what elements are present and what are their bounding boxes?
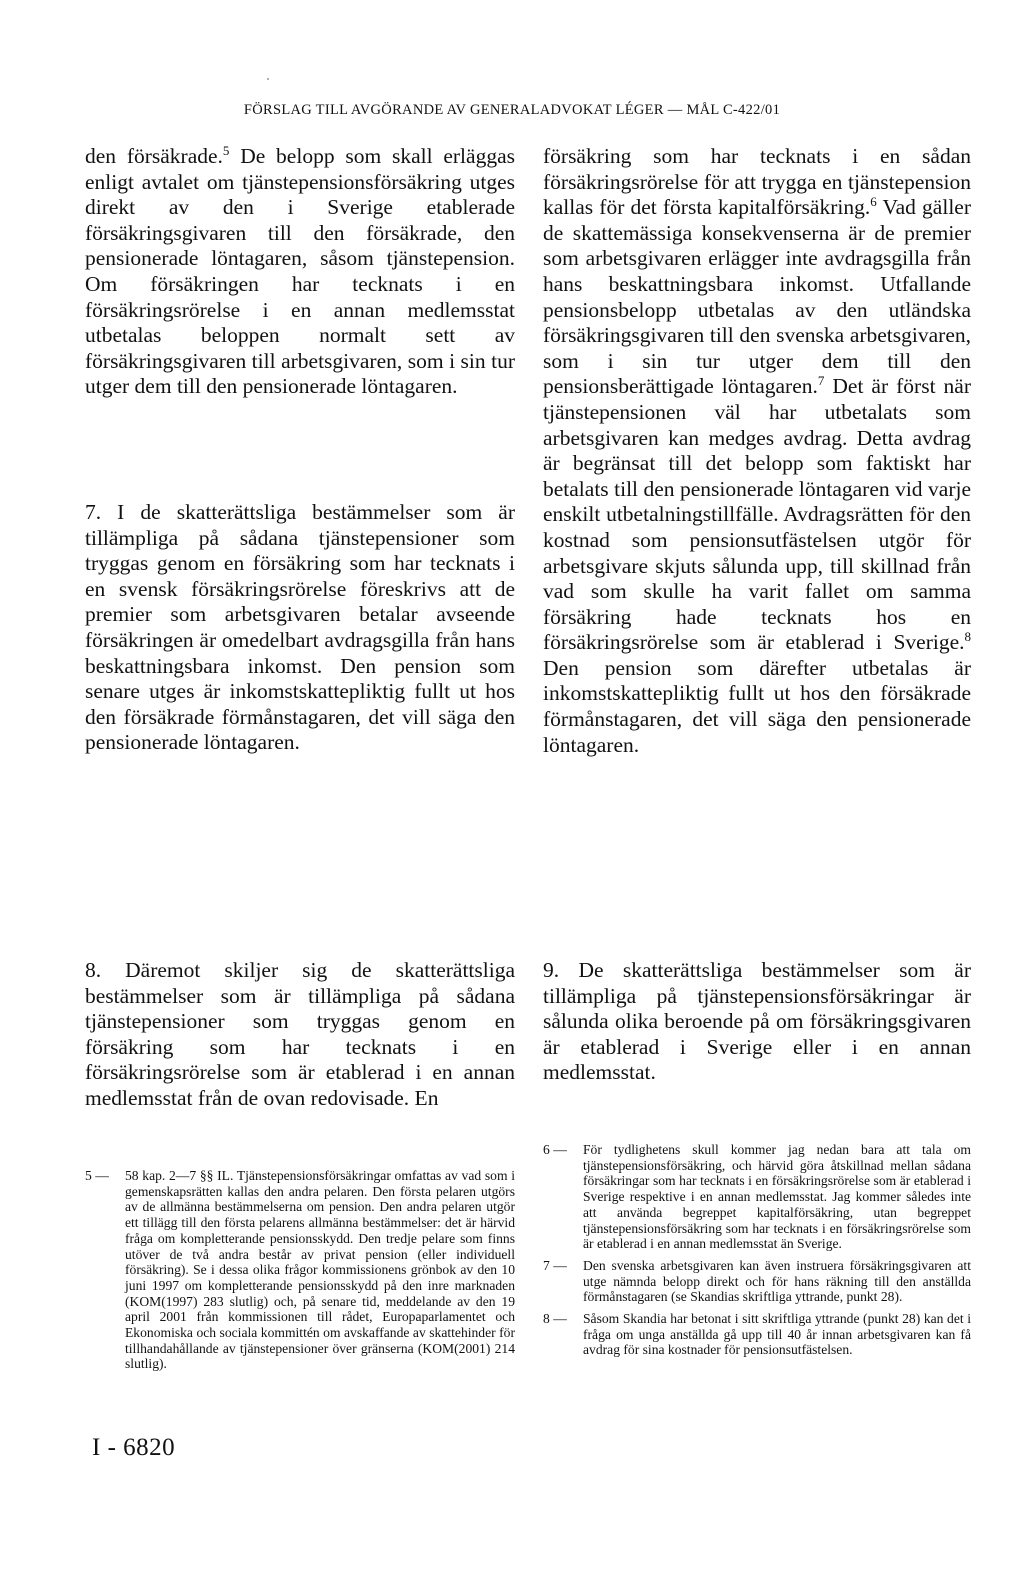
footnote-text: För tydlighetens skull kommer jag nedan bara att tala om tjänstepensionsförsäkring, och härvid göra åtskillnad mellan sådana försäkringar som har tecknats i en försäkringsrörelse som är etablerad i Sverige respektive i en annan medlemsstat. Jag kommer således inte att använda begreppet kapitalförsäkring, utan begreppet tjänstepensionsförsäkring som har tecknats i en försäkringsrörelse som är etablerad i en annan medlemsstat än Sverige.	[583, 1142, 971, 1252]
paragraph-6-continuation: den försäkrade.$^5$ De belopp som skall erläggas enligt avtalet om tjänstepensionsförsäkring utges direkt av den i Sverige etablerade försäkringsgivaren till den försäkrade, den pensionerade löntagaren, såsom tjänstepension. Om försäkringen har tecknats i en försäkringsrörelse i en annan medlemsstat utbetalas beloppen normalt sett av försäkringsgivaren till arbetsgivaren, som i sin tur utger dem till den pensionerade löntagaren.	[85, 142, 515, 399]
footnote-ref-7[interactable]: 7	[817, 373, 825, 389]
left-column-top	[85, 144, 515, 756]
footnote-ref-6[interactable]: 6	[870, 194, 877, 210]
footnotes-right	[543, 1142, 971, 1364]
footnote-number: 6 —	[543, 1142, 567, 1157]
footnote-number: 7 —	[543, 1257, 567, 1273]
paragraph-6-right-continuation: försäkring som har tecknats i en sådan försäkringsrörelse för att trygga en tjänstepension kallas för det första kapitalförsäkring.$^6$ Vad gäller de skattemässiga konsekvenserna är de premier som arbetsgivaren erlägger inte avdragsgilla från hans beskattningsbara inkomst. Utfallande pensionsbelopp utbetalas av den utländska försäkringsgivaren till den svenska arbetsgivaren, som i sin tur utger dem till den pensionsberättigade löntagaren.$^7$ Det är först när tjänstepensionen väl har utbetalats som arbetsgivaren kan medges avdrag. Detta avdrag är begränsat till det belopp som faktiskt har betalats till den pensionerade löntagaren vid varje enskilt utbetalningstillfälle. Avdragsrätten för den kostnad som pensionsutfästelsen utgör för arbetsgivare skjuts sålunda upp, till skillnad från vad som skulle ha varit fallet om samma försäkring hade tecknats hos en försäkringsrörelse som är etablerad i Sverige.$^8$ Den pension som därefter utbetalas är inkomstskattepliktig fullt ut hos den försäkrade förmånstagaren, det vill säga den pensionerade löntagaren.	[543, 144, 971, 757]
scan-speck	[267, 78, 269, 80]
footnote-ref-8[interactable]: 8	[964, 629, 971, 645]
right-column-top	[543, 144, 971, 758]
footnote-text: 58 kap. 2—7 §§ IL. Tjänstepensionsförsäkringar omfattas av vad som i gemenskapsrätten kallas den andra pelaren. Den första pelaren utgörs av de allmänna bestämmelserna om pension. Den andra pelaren utgör ett tillägg till den första pelarens allmänna bestämmelser: det är härvid fråga om kompletterande pensionsskydd. Den tredje pelare som finns utöver de två andra består av privat pension (eller individuell försäkring). Se i dessa olika frågor kommissionens grönbok av den 10 juni 1997 om kompletterande pensionsskydd på den inre marknaden (KOM(1997) 283 slutlig) och, på senare tid, meddelande av den 19 april 2001 från kommissionen till rådet, Europaparlamentet och Ekonomiska och sociala kommittén om avskaffande av skattehinder för tillhandahållande av tjänstepensioner över gränserna (KOM(2001) 214 slutlig).	[125, 1168, 515, 1372]
footnote-text: Den svenska arbetsgivaren kan även instruera försäkringsgivaren att utge nämnda belopp direkt och för hans räkning till den anställda förmånstagaren (se Skandias skriftliga yttrande, punkt 28).	[583, 1257, 971, 1305]
footnote-7	[543, 1258, 971, 1305]
paragraph-9: 9. De skatterättsliga bestämmelser som är tillämpliga på tjänstepensionsförsäkringar är sålunda olika beroende på om försäkringsgivaren är etablerad i Sverige eller i en annan medlemsstat.	[543, 958, 971, 1085]
page-number: I - 6820	[92, 1434, 176, 1461]
footnote-number: 5 —	[85, 1168, 109, 1183]
paragraph-7: 7. I de skatterättsliga bestämmelser som är tillämpliga på sådana tjänstepensioner som tryggas genom en försäkring som har tecknats i en svensk försäkringsrörelse föreskrivs att de premier som arbetsgivaren betalar avseende försäkringen är omedelbart avdragsgilla från hans beskattningsbara inkomst. Den pension som senare utges är inkomstskattepliktig fullt ut hos den försäkrade förmånstagaren, det vill säga den pensionerade löntagaren.	[85, 499, 515, 755]
footnote-text: Såsom Skandia har betonat i sitt skriftliga yttrande (punkt 28) kan det i fråga om unga anställda gå upp till 40 år innan arbetsgivaren kan få avdrag för sina kostnader för pensionsutfästelsen.	[583, 1311, 971, 1358]
footnotes-left	[85, 1168, 515, 1378]
paragraph-8: 8. Däremot skiljer sig de skatterättsliga bestämmelser som är tillämpliga på sådana tjänstepensioner som tryggas genom en försäkring som har tecknats i en försäkringsrörelse som är etablerad i en annan medlemsstat från de ovan redovisade. En	[85, 958, 515, 1110]
footnote-ref-5[interactable]: 5	[222, 142, 230, 158]
footnote-number: 8 —	[543, 1311, 567, 1327]
footnote-5	[85, 1168, 515, 1372]
footnote-6	[543, 1142, 971, 1252]
running-header: FÖRSLAG TILL AVGÖRANDE AV GENERALADVOKAT LÉGER — MÅL C-422/01	[243, 102, 781, 118]
footnote-8	[543, 1311, 971, 1358]
